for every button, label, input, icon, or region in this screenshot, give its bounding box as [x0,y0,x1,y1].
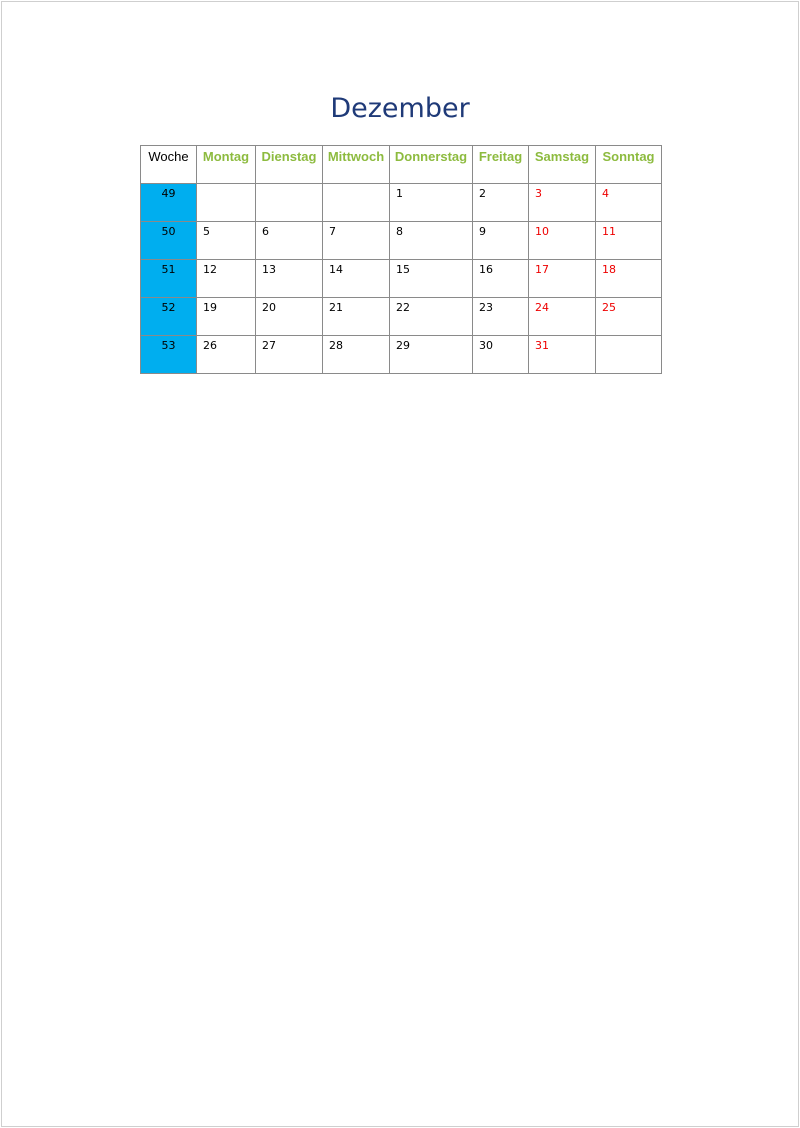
day-cell: 30 [473,336,529,374]
day-cell: 16 [473,260,529,298]
day-cell: 26 [197,336,256,374]
month-title: Dezember [330,93,470,124]
week-number-cell: 50 [141,222,197,260]
day-header-friday: Freitag [473,146,529,184]
week-row [141,336,662,374]
day-cell [256,184,323,222]
day-cell: 22 [390,298,473,336]
weekend-day-cell: 17 [529,260,596,298]
day-cell: 9 [473,222,529,260]
week-number-cell: 51 [141,260,197,298]
calendar-header-row [141,146,662,184]
week-row [141,222,662,260]
week-row [141,298,662,336]
day-cell: 2 [473,184,529,222]
day-cell: 21 [323,298,390,336]
day-header-wednesday: Mittwoch [323,146,390,184]
weekend-day-cell [596,336,662,374]
day-header-saturday: Samstag [529,146,596,184]
weekend-day-cell: 25 [596,298,662,336]
weekend-day-cell: 10 [529,222,596,260]
day-cell: 27 [256,336,323,374]
day-cell: 1 [390,184,473,222]
day-cell [323,184,390,222]
weekend-day-cell: 31 [529,336,596,374]
week-row [141,184,662,222]
weekend-day-cell: 18 [596,260,662,298]
day-header-monday: Montag [197,146,256,184]
week-number-cell: 52 [141,298,197,336]
weekend-day-cell: 24 [529,298,596,336]
day-cell: 20 [256,298,323,336]
day-cell: 7 [323,222,390,260]
day-header-thursday: Donnerstag [390,146,473,184]
day-cell: 19 [197,298,256,336]
weekend-day-cell: 3 [529,184,596,222]
week-number-cell: 53 [141,336,197,374]
day-cell: 14 [323,260,390,298]
day-cell: 28 [323,336,390,374]
weekend-day-cell: 4 [596,184,662,222]
day-cell: 8 [390,222,473,260]
weekend-day-cell: 11 [596,222,662,260]
day-cell: 12 [197,260,256,298]
day-cell: 6 [256,222,323,260]
day-cell: 15 [390,260,473,298]
calendar-table [140,145,662,374]
day-cell [197,184,256,222]
day-cell: 13 [256,260,323,298]
day-header-sunday: Sonntag [596,146,662,184]
week-number-cell: 49 [141,184,197,222]
day-cell: 29 [390,336,473,374]
day-header-tuesday: Dienstag [256,146,323,184]
week-row [141,260,662,298]
day-cell: 23 [473,298,529,336]
week-column-header: Woche [141,146,197,184]
day-cell: 5 [197,222,256,260]
